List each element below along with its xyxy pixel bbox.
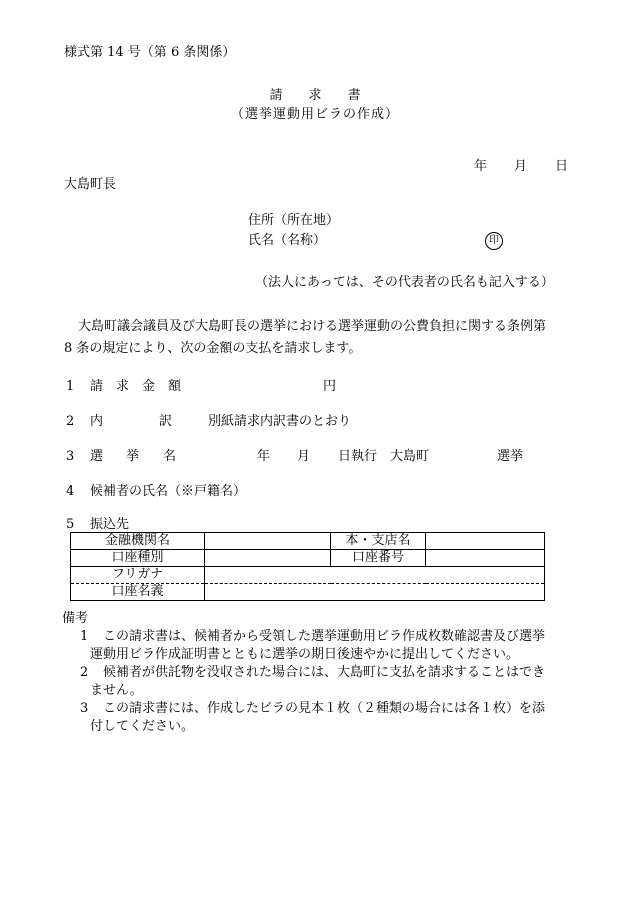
- item-3-day: 日執行: [338, 449, 378, 464]
- remark-3-line-2: 付してください。: [90, 719, 195, 734]
- item-4-label: 候補者の氏名（※戸籍名）: [90, 484, 247, 499]
- item-1-number: 1: [66, 379, 75, 394]
- item-3-label-a: 選: [90, 449, 104, 464]
- item-3-number: 3: [66, 449, 75, 464]
- item-2-number: 2: [66, 414, 75, 429]
- item-3-label-b: 挙: [126, 449, 140, 464]
- item-3-label-c: 名: [163, 449, 177, 464]
- table-row: [71, 550, 545, 567]
- item-2-label-b: 訳: [159, 414, 173, 429]
- item-5-number: 5: [66, 517, 75, 532]
- remark-2-number: 2: [80, 665, 89, 680]
- body-line-2: 8 条の規定により、次の金額の支払を請求します。: [64, 341, 362, 356]
- item-3-year: 年: [257, 449, 271, 464]
- remarks-title: 備考: [62, 611, 89, 626]
- table-row: [71, 533, 545, 550]
- corporate-note: （法人にあっては、その代表者の氏名も記入する）: [255, 275, 554, 290]
- date-year: 年: [474, 159, 488, 174]
- account-number-field[interactable]: [426, 550, 545, 567]
- furigana-field[interactable]: [205, 567, 545, 584]
- remark-2-line-2: ません。: [90, 683, 143, 698]
- branch-field[interactable]: [426, 533, 545, 550]
- item-3-election: 選挙: [497, 449, 524, 464]
- institution-label: 金融機関名: [71, 533, 205, 550]
- bank-transfer-table: [70, 532, 545, 601]
- item-2-label-a: 内: [90, 414, 104, 429]
- furigana-label: フリガナ: [71, 567, 205, 584]
- date-month: 月: [514, 159, 528, 174]
- remark-3-number: 3: [80, 701, 89, 716]
- addressee: 大島町長: [64, 177, 117, 192]
- seal-mark: 印: [485, 232, 503, 250]
- item-5-label: 振込先: [90, 517, 130, 532]
- table-row: [71, 567, 545, 584]
- body-line-1: 大島町議会議員及び大島町長の選挙における選挙運動の公費負担に関する条例第: [78, 319, 547, 334]
- item-1-unit: 円: [323, 379, 337, 394]
- remark-1-number: 1: [80, 629, 89, 644]
- account-holder-label: 口座名義: [71, 584, 205, 601]
- account-holder-field[interactable]: [205, 584, 545, 601]
- item-2-value: 別紙請求内訳書のとおり: [208, 414, 352, 429]
- address-label: 住所（所在地）: [248, 213, 340, 228]
- item-3-month: 月: [297, 449, 311, 464]
- item-1-label: 請 求 金 額: [90, 379, 182, 394]
- remark-1-line-2: 運動用ビラ作成証明書とともに選挙の期日後速やかに提出してください。: [90, 647, 520, 662]
- remark-1-line-1: この請求書は、候補者から受領した選挙運動用ビラ作成枚数確認書及び選挙: [103, 629, 546, 644]
- account-type-label: 口座種別: [71, 550, 205, 567]
- item-3-town: 大島町: [390, 449, 430, 464]
- item-4-number: 4: [66, 484, 75, 499]
- name-label: 氏名（名称）: [248, 233, 327, 248]
- account-number-label: 口座番号: [331, 550, 426, 567]
- remark-2-line-1: 候補者が供託物を没収された場合には、大島町に支払を請求することはでき: [103, 665, 546, 680]
- table-row: [71, 584, 545, 601]
- institution-field[interactable]: [205, 533, 331, 550]
- document-title: 請 求 書: [269, 88, 361, 103]
- date-day: 日: [555, 159, 569, 174]
- form-number: 様式第 14 号（第 6 条関係）: [64, 45, 236, 60]
- account-type-field[interactable]: [205, 550, 331, 567]
- branch-label: 本・支店名: [331, 533, 426, 550]
- remark-3-line-1: この請求書には、作成したビラの見本１枚（２種類の場合には各１枚）を添: [103, 701, 546, 716]
- document-subtitle: （選挙運動用ビラの作成）: [230, 107, 399, 122]
